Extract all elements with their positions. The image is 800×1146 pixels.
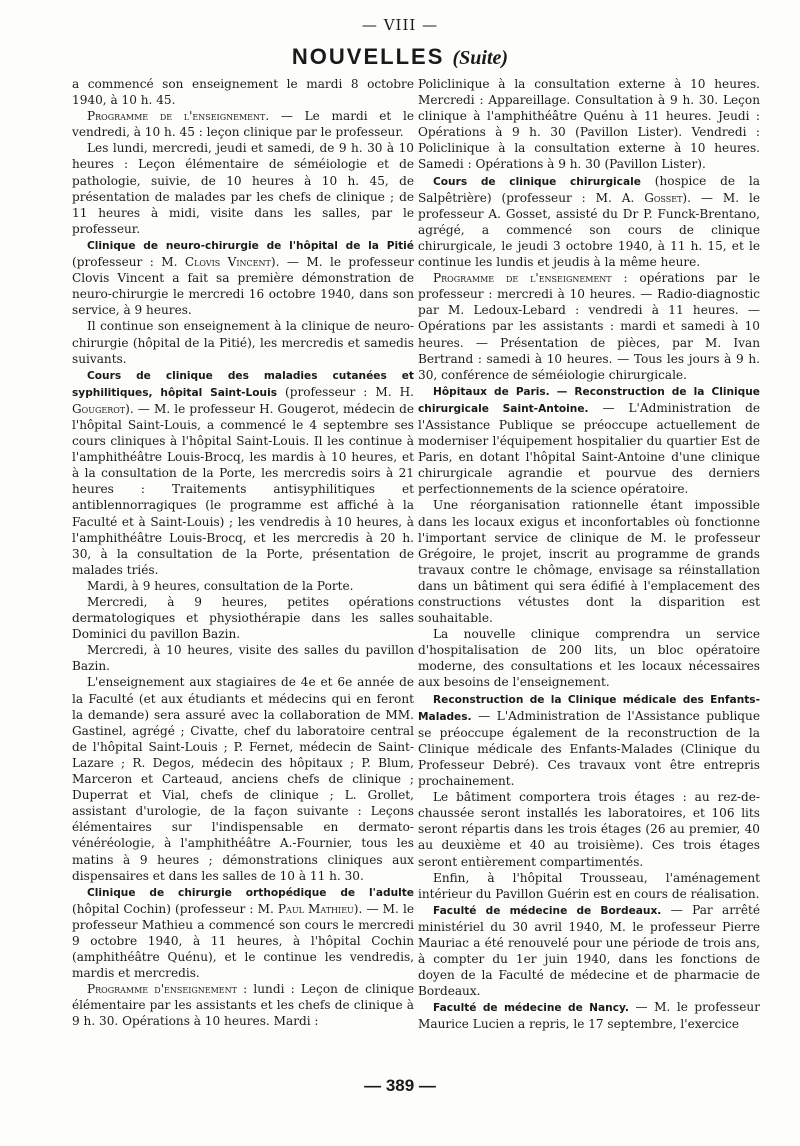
paragraph [418,383,760,498]
paragraph-heading: Clinique de neuro-chirurgie de l'hôpital de la Pitié [87,239,414,252]
paragraph-heading: Clinique de chirurgie orthopédique de l'adulte [87,886,414,899]
paragraph [418,999,760,1032]
paragraph-text: — Le mardi et le vendredi, à 10 h. 45 : leçon clinique par le professeur. [72,109,414,140]
paragraph [418,902,760,1000]
paragraph: Il continue son enseignement à la clinique de neuro-chirurgie (hôpital de la Pitié), les mercredis et samedis suivants. [72,319,414,366]
paragraph-heading: Hôpitaux de Paris. — Reconstruction de la Clinique chirurgicale Saint-Antoine. [418,385,760,415]
paragraph: Enfin, à l'hôpital Trousseau, l'aménagement intérieur du Pavillon Guérin est en cours de réalisation. [418,870,760,901]
paragraph: Une réorganisation rationnelle étant impossible dans les locaux exigus et inconfortables où fonctionne l'important service de clinique de M. le professeur Grégoire, le projet, inscrit au programme de grands travaux contre le chômage, envisage sa réinstallation dans un bâtiment qui sera édifié à l'emplacement des constructions vétustes dont la disparition est souhaitable. [418,498,760,626]
paragraph: a commencé son enseignement le mardi 8 octobre 1940, à 10 h. 45. [72,77,414,108]
professor-name: Clovis Vincent [184,255,271,270]
paragraph-label: Programme de l'enseignement. [87,109,270,124]
professor-name: Gougerot [72,401,126,416]
paragraph [72,108,414,140]
paragraph: Mardi, à 9 heures, consultation de la Porte. [87,578,354,593]
paragraph-heading: Faculté de médecine de Bordeaux. [433,904,662,917]
paragraph-heading: Faculté de médecine de Nancy. [433,1002,629,1015]
professor-name: Gosset [644,190,683,205]
paragraph: Le bâtiment comportera trois étages : au rez-de-chaussée seront installés les laboratoires, et 106 lits seront répartis dans les trois étages (26 au premier, 40 au deuxième et 40 au troisième). Ces trois étages seront entièrement compartimentés. [418,790,760,869]
paragraph [418,173,760,271]
paragraph [418,270,760,383]
professor-name: Paul Mathieu [277,901,354,916]
left-column [72,76,414,1030]
page-number: — 389 — [364,1076,436,1095]
paragraph-text: ). — M. le professeur Clovis Vincent a fait sa première démonstration de neuro-chirurgie le mercredi 16 octobre 1940, dans son service, à 9 heures. [72,255,414,318]
paragraph-text: : opérations par le professeur : mercredi à 10 heures. — Radio-diagnostic par M. Ledoux-Lebard : vendredi à 11 heures. — Opérations par les assistants : mardi et samedi à 10 heures. — Présentation de pièces, par M. Ivan Bertrand : samedi à 10 heures. — Tous les jours à 9 h. 30, conférence de séméiologie chirurgicale. [418,271,760,382]
paragraph: Policlinique à la consultation externe à 10 heures. Mercredi : Appareillage. Consultation à 9 h. 30. Leçon clinique à l'amphithéâtre Quénu à 11 heures. Jeudi : Opérations à 9 h. 30 (Pavillon Lister). Vendredi : Policlinique à la consultation externe à 10 heures. Samedi : Opérations à 9 h. 30 (Pavillon Lister). [418,77,760,172]
paragraph-text: ). — M. le professeur A. Gosset, assisté du Dr P. Funck-Brentano, agrégé, a commencé son cours de clinique chirurgicale, le jeudi 3 octobre 1940, à 11 h. 15, et le continue les lundis et jeudis à la même heure. [418,190,760,270]
paragraph-text: : lundi : Leçon de clinique élémentaire par les assistants et les chefs de clinique à 9 h. 30. Opérations à 10 heures. Mardi : [72,982,414,1029]
paragraph-text: ). — M. le professeur H. Gougerot, médecin de l'hôpital Saint-Louis, a commencé le 4 septembre ses cours cliniques à l'hôpital Saint-Louis. Il les continue à l'amphithéâtre Louis-Brocq, les mardis à 10 heures, et à la consultation de la Porte, les mercredis soirs à 21 heures : Traitements antisyphilitiques et antiblennorragiques (le programme est affiché à la Faculté et à Saint-Louis) ; les vendredis à 10 heures, à l'amphithéâtre Louis-Brocq, et les mercredis à 20 h. 30, à la consultation de la Porte, présentation de malades triés. [72,401,414,577]
paragraph-text: (professeur : M. H. [277,384,414,399]
paragraph-label: Programme d'enseignement [87,982,237,997]
paragraph-heading: Reconstruction de la Clinique médicale des Enfants-Malades. [418,693,760,723]
paragraph-text: (professeur : M. [72,255,185,270]
paragraph: L'enseignement aux stagiaires de 4e et 6e année de la Faculté (et aux étudiants et médecins qui en feront la demande) sera assuré avec la collaboration de MM. Gastinel, agrégé ; Civatte, chef du laboratoire central de l'hôpital Saint-Louis ; P. Fernet, médecin de Saint-Lazare ; R. Degos, médecin des hôpitaux ; P. Blum, Marceron et Carteaud, anciens chefs de clinique ; Duperrat et Vial, chefs de clinique ; L. Grollet, assistant d'urologie, de la façon suivante : Leçons élémentaires sur l'indispensable en dermato-vénéréologie, à l'amphithéâtre A.-Fournier, tous les matins à 9 heures ; démonstrations cliniques aux dispensaires et dans les salles de 10 à 11 h. 30. [72,675,414,883]
paragraph-heading: Cours de clinique des maladies cutanées et syphilitiques, hôpital Saint-Louis [72,369,414,399]
paragraph-text: — M. le professeur Maurice Lucien a repris, le 17 septembre, l'exercice [418,1000,760,1032]
paragraph-label: Programme de l'enseignement [433,271,612,286]
paragraph-text: (hôpital Cochin) (professeur : M. [72,901,278,916]
section-title [0,44,800,70]
section-title-suite: (Suite) [452,47,509,69]
paragraph-text: ). — M. le professeur Mathieu a commencé son cours le mercredi 9 octobre 1940, à 11 heures, à l'hôpital Cochin (amphithéâtre Quénu), et le continue les vendredis, mardis et mercredis. [72,901,414,981]
paragraph-text: — Par arrêté ministériel du 30 avril 1940, M. le professeur Pierre Mauriac a été renouvelé pour une période de trois ans, à compter du 1er juin 1940, dans les fonctions de doyen de la Faculté de médecine et de pharmacie de Bordeaux. [418,902,760,999]
paragraph-text: — L'Administration de l'Assistance publique se préoccupe également de la reconstruction de la Clinique médicale des Enfants-Malades (Clinique du Professeur Debré). Ces travaux vont être entrepris prochainement. [418,708,760,789]
paragraph-text: (hospice de la Salpêtrière) (professeur : M. A. [418,173,760,205]
paragraph: Mercredi, à 10 heures, visite des salles du pavillon Bazin. [72,643,414,674]
paragraph-heading: Cours de clinique chirurgicale [433,175,641,188]
paragraph [418,691,760,790]
roman-page-number: — VIII — [361,16,439,34]
paragraph-text: — L'Administration de l'Assistance Publique se préoccupe actuellement de moderniser l'équipement hospitalier du quartier Est de Paris, en dotant l'hôpital Saint-Antoine d'une clinique chirurgicale agrandie et pourvue des derniers perfectionnements de la science opératoire. [418,400,760,497]
paragraph: Mercredi, à 9 heures, petites opérations dermatologiques et physiothérapie dans les salles Dominici du pavillon Bazin. [72,595,414,642]
paragraph [72,981,414,1029]
paragraph: La nouvelle clinique comprendra un service d'hospitalisation de 200 lits, un bloc opératoire moderne, des consultations et les locaux nécessaires aux besoins de l'enseignement. [418,627,760,690]
paragraph [72,237,414,318]
paragraph [72,367,414,578]
paragraph: Les lundi, mercredi, jeudi et samedi, de 9 h. 30 à 10 heures : Leçon élémentaire de séméiologie et de pathologie, suivie, de 10 heures à 10 h. 45, de présentation de malades par les chefs de clinique ; de 11 heures à midi, visite dans les salles, par le professeur. [72,141,414,236]
right-column [418,76,760,1033]
paragraph [72,884,414,982]
section-title-text: NOUVELLES [291,44,445,69]
